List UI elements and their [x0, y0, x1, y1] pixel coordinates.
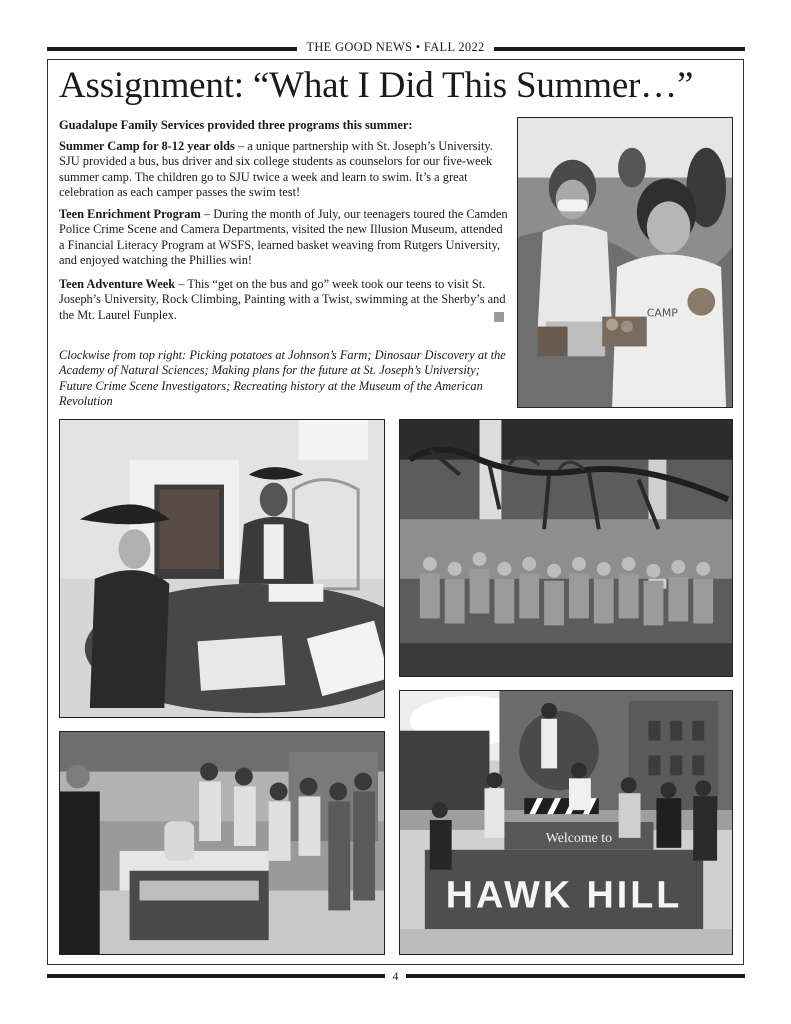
photo-picking-potatoes [517, 117, 733, 408]
sign-welcome-text: Welcome to [545, 830, 613, 846]
page-number: 4 [392, 969, 399, 983]
footer-rule-left [47, 974, 385, 978]
photo-hawk-hill [399, 690, 733, 955]
sign-hawk-hill-text: HAWK HILL [445, 873, 683, 916]
article-intro: Guadalupe Family Services provided three programs this summer: [59, 118, 413, 132]
header-rule-right [494, 47, 745, 51]
program-text: – a unique partnership with St. Joseph’s University. SJU provided a bus, bus driver and six college students as counselors for our five-week summer camp. The children go to SJU twice a week and learn to swim. It’s a great celebration as each camper passes the swim test! [59, 139, 493, 200]
photo-caption: Clockwise from top right: Picking potatoes at Johnson’s Farm; Dinosaur Discovery at the Academy of Natural Sciences; Making plans for the future at St. Joseph’s University; Future Crime Scene Investigators; Recreating history at the Museum of the American Revolution [59, 348, 506, 409]
program-teen-enrichment [59, 207, 509, 269]
program-text: – During the month of July, our teenagers toured the Camden Police Crime Scene and Camera Departments, visited the new Illusion Museum, attended a Financial Literacy Program at WSFS, learned basket weaving from Rutgers University, and enjoyed watching the Phillies win! [59, 207, 508, 268]
photo-dinosaur-discovery [399, 419, 733, 677]
footer-rule-right [406, 974, 745, 978]
program-name: Teen Adventure Week [59, 277, 176, 291]
photo-museum-revolution [59, 419, 385, 718]
program-name: Teen Enrichment Program [59, 207, 201, 221]
photo-crime-scene-investigators [59, 731, 385, 955]
article-title: Assignment: “What I Did This Summer…” [59, 65, 694, 106]
program-teen-adventure [59, 277, 509, 323]
svg-text:CAMP: CAMP [646, 306, 678, 320]
end-of-article-mark [494, 312, 504, 322]
program-text: – This “get on the bus and go” week took our teens to visit St. Joseph’s University, Rock Climbing, Painting with a Twist, swimming at the Sherby’s and the Mt. Laurel Funplex. [59, 277, 506, 322]
masthead: THE GOOD NEWS • FALL 2022 [306, 40, 485, 54]
program-name: Summer Camp for 8-12 year olds [59, 139, 235, 153]
header-rule-left [47, 47, 297, 51]
program-summer-camp [59, 139, 509, 201]
